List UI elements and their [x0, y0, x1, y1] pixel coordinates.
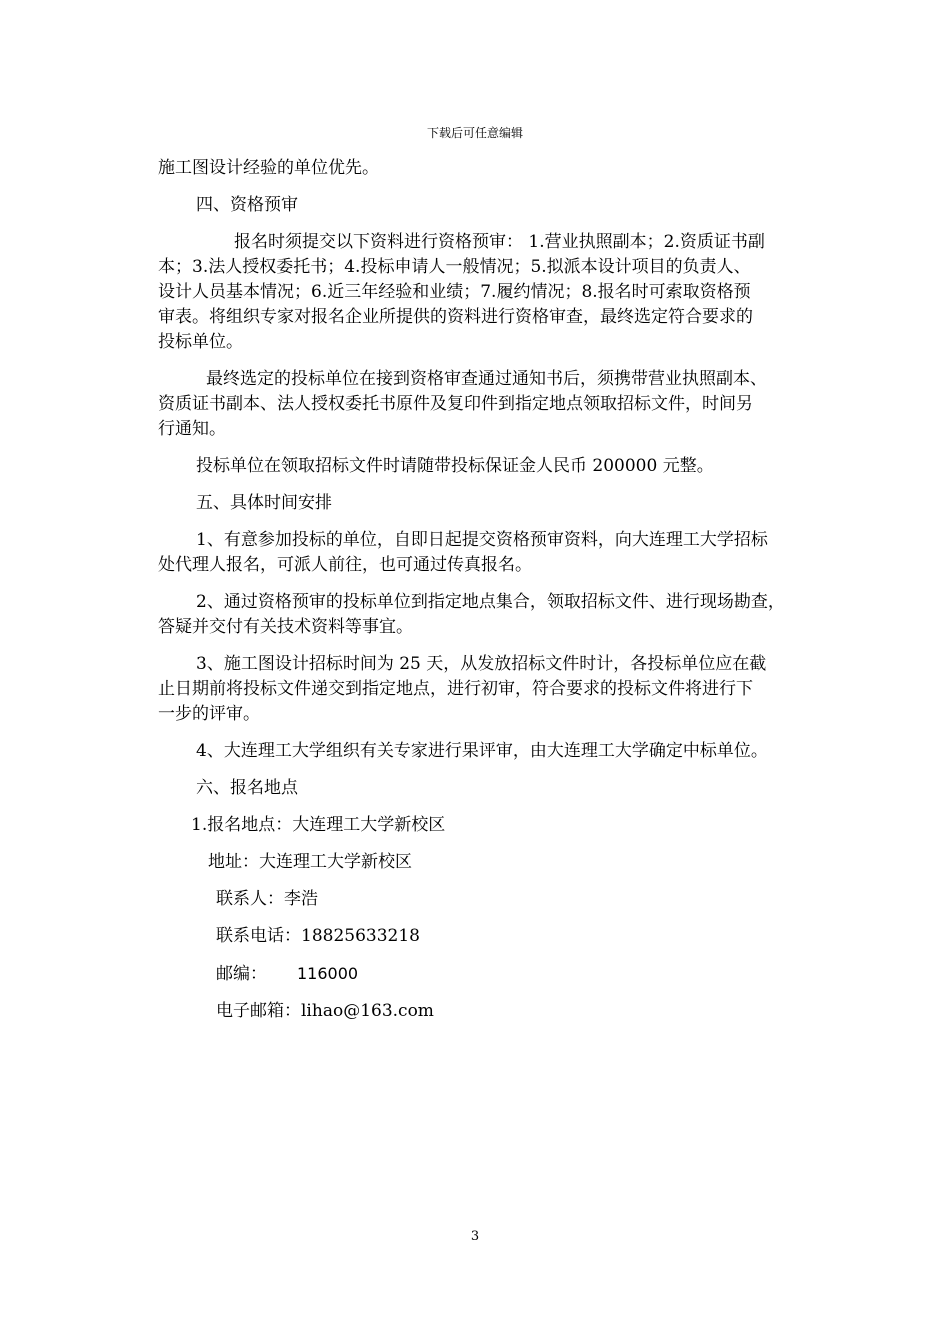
list-item-line: 1、有意参加投标的单位，自即日起提交资格预审资料，向大连理工大学招标: [196, 530, 768, 550]
paragraph-line: 审表。将组织专家对报名企业所提供的资料进行资格审查，最终选定符合要求的: [158, 307, 753, 327]
paragraph-line: 行通知。: [158, 419, 226, 439]
paragraph: 施工图设计经验的单位优先。: [158, 158, 379, 178]
paragraph-line: 资质证书副本、法人授权委托书原件及复印件到指定地点领取招标文件，时间另: [158, 394, 753, 414]
postal-code-value: 116000: [297, 964, 359, 983]
paragraph: 投标单位在领取招标文件时请随带投标保证金人民币 200000 元整。: [196, 456, 714, 476]
postal-code-label: 邮编：: [216, 964, 267, 984]
paragraph-line: 报名时须提交以下资料进行资格预审： 1.营业执照副本；2.资质证书副: [234, 232, 765, 252]
page-header: 下载后可任意编辑: [426, 126, 523, 140]
list-item: 4、大连理工大学组织有关专家进行果评审，由大连理工大学确定中标单位。: [196, 741, 768, 761]
list-item-line: 处代理人报名，可派人前往，也可通过传真报名。: [158, 555, 532, 575]
list-item-line: 答疑并交付有关技术资料等事宜。: [158, 617, 413, 637]
section-heading-5: 五、具体时间安排: [196, 493, 332, 513]
list-item-line: 一步的评审。: [158, 704, 260, 724]
paragraph-line: 设计人员基本情况；6.近三年经验和业绩；7.履约情况；8.报名时可索取资格预: [158, 282, 751, 302]
paragraph-line: 本；3.法人授权委托书；4.投标申请人一般情况；5.拟派本设计项目的负责人、: [158, 257, 751, 277]
paragraph-line: 投标单位。: [158, 332, 243, 352]
document-body: [158, 156, 848, 1024]
contact-person: 联系人：李浩: [216, 889, 318, 909]
paragraph-line: 最终选定的投标单位在接到资格审查通过通知书后，须携带营业执照副本、: [206, 369, 767, 389]
list-item-line: 3、施工图设计招标时间为 25 天，从发放招标文件时计，各投标单位应在截: [196, 654, 767, 674]
email: 电子邮箱：lihao@163.com: [216, 1001, 434, 1021]
address: 地址：大连理工大学新校区: [208, 852, 412, 872]
postal-code: [158, 961, 848, 987]
list-item-line: 止日期前将投标文件递交到指定地点，进行初审，符合要求的投标文件将进行下: [158, 679, 753, 699]
contact-phone: 联系电话：18825633218: [216, 926, 420, 946]
page-number: 3: [470, 1229, 480, 1244]
section-heading-4: 四、资格预审: [196, 195, 298, 215]
list-item-line: 2、通过资格预审的投标单位到指定地点集合，领取招标文件、进行现场勘查，: [196, 592, 785, 612]
section-heading-6: 六、报名地点: [196, 778, 298, 798]
registration-location: 1.报名地点：大连理工大学新校区: [191, 815, 446, 835]
